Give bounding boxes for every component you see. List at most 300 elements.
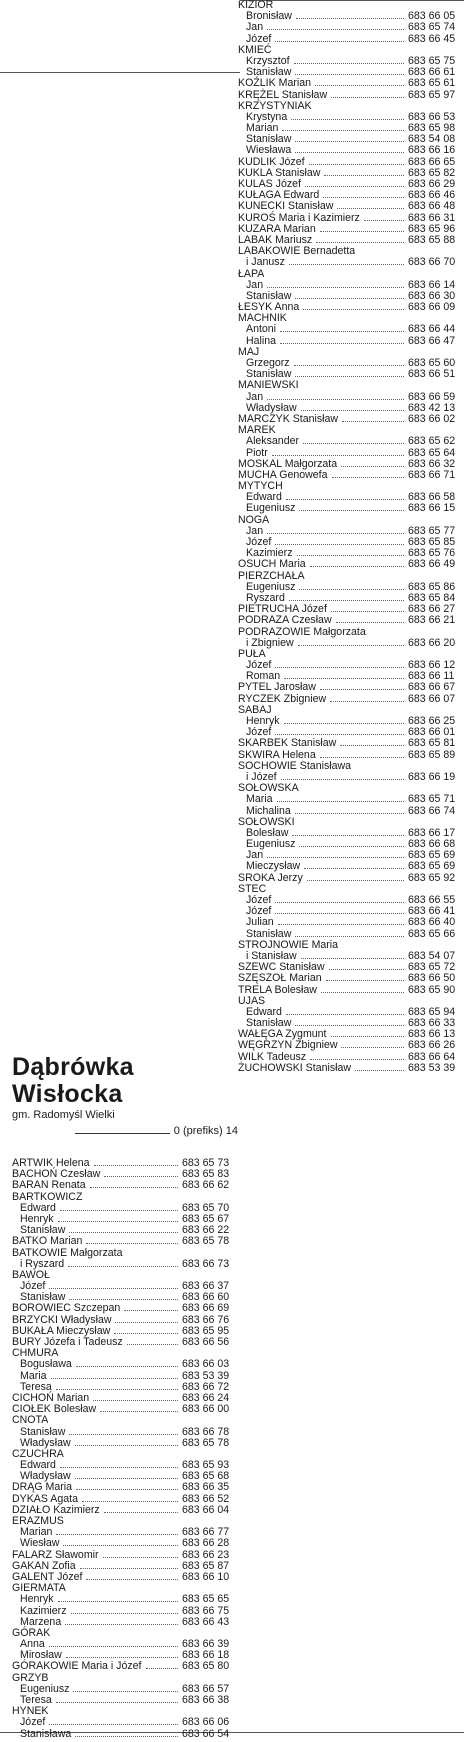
subscriber-name: PODRAZA Czesław	[238, 614, 332, 627]
section-prefix	[12, 1125, 238, 1138]
subscriber-name: MUCHA Genowefa	[238, 468, 328, 481]
section-header	[12, 1054, 238, 1138]
dot-leader	[301, 958, 404, 959]
subscriber-name: SKWIRA Helena	[238, 748, 316, 761]
surname: PODRAZOWIE Małgorzata	[238, 625, 366, 638]
subscriber-name: LABAK Mariusz	[238, 233, 313, 246]
phone-number: 683 66 25	[408, 715, 456, 727]
phone-number: 683 65 73	[182, 1157, 230, 1169]
dot-leader	[86, 1243, 178, 1244]
subscriber-name: Bronisław	[246, 10, 292, 23]
dot-leader	[69, 1232, 178, 1233]
dot-leader	[76, 1366, 178, 1367]
dot-leader	[286, 499, 404, 500]
phone-number: 683 65 69	[408, 849, 456, 862]
dot-leader	[267, 857, 404, 858]
subscriber-name: RYCZEK Zbigniew	[238, 692, 327, 705]
top-rule-left	[0, 72, 240, 73]
phone-number: 683 65 76	[408, 547, 456, 560]
phone-number: 683 65 88	[408, 233, 456, 246]
subscriber-name: Grzegorz	[246, 357, 290, 369]
listing-entry	[238, 257, 464, 268]
surname: SOŁOWSKI	[238, 815, 295, 828]
phone-number: 683 66 30	[408, 289, 456, 302]
dot-leader	[114, 1333, 178, 1334]
dot-leader	[301, 410, 404, 411]
surname: SOŁOWSKA	[238, 782, 299, 795]
subscriber-name: FALARZ Sławomir	[12, 1548, 99, 1561]
subscriber-name: Stanisław	[246, 927, 292, 940]
dot-leader	[307, 880, 404, 881]
dot-leader	[65, 1624, 178, 1625]
surname: BARTKOWICZ	[12, 1190, 83, 1203]
subscriber-name: DYKAS Agata	[12, 1492, 78, 1505]
phone-number: 683 65 86	[408, 580, 456, 593]
dot-leader	[124, 1310, 178, 1311]
dot-leader	[60, 1210, 178, 1211]
listing-entry	[238, 503, 464, 514]
dot-leader	[275, 902, 404, 903]
dot-leader	[323, 197, 404, 198]
phone-number: 683 65 94	[408, 1005, 456, 1018]
subscriber-name: Józef	[246, 726, 272, 739]
subscriber-name: WILK Tadeusz	[238, 1050, 307, 1063]
dot-leader	[364, 220, 404, 221]
listing-entry	[238, 738, 464, 749]
listing-entry	[12, 1303, 238, 1314]
phone-number: 683 66 20	[408, 636, 456, 649]
surname: CNOTA	[12, 1414, 49, 1427]
subscriber-name: Józef	[246, 659, 272, 672]
dot-leader	[267, 533, 404, 534]
dot-leader	[275, 913, 404, 914]
subscriber-name: BURY Józefa i Tadeusz	[12, 1336, 123, 1348]
surname: KRZYSTYNIAK	[238, 99, 312, 112]
subscriber-name: BATKO Marian	[12, 1235, 83, 1248]
dot-leader	[299, 589, 404, 590]
listing-entry	[238, 1063, 464, 1074]
subscriber-name: KOŹLIK Marian	[238, 77, 312, 90]
subscriber-name: DRĄG Maria	[12, 1481, 73, 1494]
subscriber-name: Teresa	[20, 1694, 52, 1706]
surname: STROJNOWIE Maria	[238, 938, 339, 951]
dot-leader	[267, 287, 404, 288]
phone-number: 683 66 73	[182, 1257, 230, 1270]
dot-leader	[60, 1467, 178, 1468]
phone-number: 683 65 67	[182, 1212, 230, 1225]
phone-number: 683 66 00	[182, 1403, 230, 1416]
subscriber-name: DZIAŁO Kazimierz	[12, 1503, 100, 1516]
phone-number: 683 66 70	[408, 256, 456, 269]
phone-number: 683 66 01	[408, 726, 456, 739]
phone-number: 683 66 47	[408, 334, 456, 347]
subscriber-name: Stanisław	[246, 1017, 292, 1030]
phone-number: 683 66 10	[182, 1570, 230, 1583]
subscriber-name: Edward	[20, 1459, 56, 1472]
phone-number: 683 65 64	[408, 446, 456, 459]
subscriber-name: Roman	[246, 670, 281, 683]
dot-leader	[278, 924, 404, 925]
right-column	[238, 0, 464, 1074]
dot-leader	[331, 1036, 404, 1037]
dot-leader	[295, 813, 404, 814]
subscriber-name: KRĘŻEL Stanisław	[238, 88, 328, 101]
surname: BAWOŁ	[12, 1268, 50, 1281]
subscriber-name: Stanisław	[246, 368, 292, 381]
phone-number: 683 66 33	[408, 1017, 456, 1030]
dot-leader	[295, 298, 404, 299]
phone-number: 683 66 18	[182, 1649, 230, 1662]
phone-number: 683 66 09	[408, 301, 456, 314]
subscriber-name: Kazimierz	[246, 547, 293, 560]
subscriber-name: Jan	[246, 524, 264, 537]
subscriber-name: Anna	[20, 1638, 45, 1651]
listing-entry	[238, 78, 464, 89]
phone-number: 683 66 21	[408, 614, 456, 627]
phone-number: 683 66 43	[182, 1615, 230, 1628]
phone-number: 683 65 96	[408, 222, 456, 235]
phone-number: 683 66 59	[408, 390, 456, 403]
surname: ŁAPA	[238, 267, 265, 280]
listing-entry	[238, 638, 464, 649]
listing-entry	[238, 145, 464, 156]
dot-leader	[100, 1411, 178, 1412]
section-title-line1: Dąbrówka	[12, 1053, 134, 1081]
dot-leader	[295, 152, 404, 153]
listing-entry	[238, 324, 464, 335]
phone-number: 683 66 58	[408, 491, 456, 504]
subscriber-name: Eugeniusz	[246, 580, 296, 593]
phone-number: 683 66 50	[408, 972, 456, 985]
phone-number: 683 65 62	[408, 435, 456, 448]
dot-leader	[82, 1501, 178, 1502]
phone-number: 683 65 92	[408, 871, 456, 884]
subscriber-name: Aleksander	[246, 435, 299, 448]
subscriber-name: WAŁĘGA Zygmunt	[238, 1028, 327, 1041]
phone-number: 683 66 06	[182, 1716, 230, 1729]
dot-leader	[289, 264, 404, 265]
subscriber-name: Edward	[246, 491, 282, 504]
surname: SOCHOWIE Stanisława	[238, 759, 352, 772]
listing-entry	[12, 1538, 238, 1549]
subscriber-name: Władysław	[246, 401, 297, 414]
subscriber-name: Krzysztof	[246, 54, 290, 67]
subscriber-name: Stanisław	[20, 1425, 66, 1438]
phone-number: 683 66 77	[182, 1526, 230, 1539]
left-listing	[12, 1158, 238, 1740]
dot-leader	[315, 85, 404, 86]
dot-leader	[104, 1512, 178, 1513]
subscriber-name: Mirosław	[20, 1649, 62, 1662]
phone-number: 683 66 22	[182, 1224, 230, 1237]
dot-leader	[68, 1266, 178, 1267]
phone-number: 683 66 69	[182, 1302, 230, 1315]
dot-leader	[51, 1378, 179, 1379]
dot-leader	[326, 980, 404, 981]
listing-entry	[238, 694, 464, 705]
subscriber-name: Henryk	[20, 1593, 54, 1606]
phone-number: 683 66 52	[182, 1492, 230, 1505]
phone-number: 683 66 78	[182, 1425, 230, 1438]
subscriber-name: Mieczysław	[246, 860, 301, 873]
phone-number: 683 66 76	[182, 1313, 230, 1326]
dot-leader	[69, 1299, 178, 1300]
phone-number: 683 65 97	[408, 88, 456, 101]
dot-leader	[295, 376, 404, 377]
dot-leader	[66, 1657, 178, 1658]
surname: CZUCHRA	[12, 1447, 64, 1460]
phone-number: 683 66 60	[182, 1291, 230, 1304]
listing-entry	[12, 1717, 238, 1728]
listing-entry	[238, 448, 464, 459]
surname: GIERMATA	[12, 1582, 66, 1595]
phone-number: 683 66 51	[408, 368, 456, 381]
listing-entry	[238, 682, 464, 693]
surname-heading	[238, 380, 464, 391]
subscriber-name: Piotr	[246, 446, 268, 459]
listing-entry	[238, 22, 464, 33]
subscriber-name: BRZYCKI Władysław	[12, 1313, 112, 1326]
dot-leader	[320, 689, 404, 690]
dot-leader	[93, 1400, 178, 1401]
phone-number: 683 66 39	[182, 1638, 230, 1651]
phone-number: 683 54 08	[408, 133, 456, 146]
subscriber-name: Julian	[246, 916, 274, 929]
phone-number: 683 65 83	[182, 1168, 230, 1181]
phone-number: 683 65 71	[408, 793, 456, 806]
phone-number: 683 66 62	[182, 1179, 230, 1192]
surname-heading	[12, 1415, 238, 1426]
subscriber-name: BUKAŁA Mieczysław	[12, 1324, 111, 1337]
subscriber-name: Krystyna	[246, 110, 288, 123]
subscriber-name: Józef	[246, 32, 272, 45]
phone-number: 683 65 82	[408, 166, 456, 179]
dot-leader	[86, 1579, 178, 1580]
subscriber-name: Bolesław	[246, 826, 289, 839]
dot-leader	[292, 835, 404, 836]
subscriber-name: Wiesława	[246, 144, 292, 157]
dot-leader	[331, 611, 404, 612]
dot-leader	[294, 63, 404, 64]
subscriber-name: Teresa	[20, 1380, 52, 1393]
dot-leader	[337, 208, 404, 209]
surname: BATKOWIE Małgorzata	[12, 1246, 123, 1259]
subscriber-name: SKARBEK Stanisław	[238, 737, 337, 750]
listing-entry	[238, 1040, 464, 1051]
subscriber-name: SZĘSZOŁ Marian	[238, 972, 322, 985]
listing-entry	[12, 1594, 238, 1605]
subscriber-name: Stanisław	[246, 289, 292, 302]
phone-number: 683 66 46	[408, 189, 456, 202]
subscriber-name: Jan	[246, 278, 264, 291]
subscriber-name: i Stanisław	[246, 949, 297, 962]
phone-number: 683 66 07	[408, 692, 456, 705]
phone-number: 683 66 61	[408, 66, 456, 79]
subscriber-name: PYTEL Jarosław	[238, 681, 316, 694]
subscriber-name: KULAS Józef	[238, 178, 302, 190]
subscriber-name: MOSKAL Małgorzata	[238, 457, 338, 470]
subscriber-name: Michalina	[246, 804, 291, 817]
dot-leader	[272, 455, 404, 456]
phone-number: 683 65 74	[408, 21, 456, 34]
dot-leader	[303, 443, 404, 444]
surname: HYNEK	[12, 1705, 49, 1718]
phone-number: 683 65 84	[408, 591, 456, 604]
surname: LABAKOWIE Bernadetta	[238, 245, 356, 258]
subscriber-name: BARAN Renata	[12, 1179, 86, 1192]
subscriber-name: Stanisław	[20, 1291, 66, 1304]
listing-entry	[238, 861, 464, 872]
subscriber-name: Wiesław	[20, 1537, 60, 1550]
surname: MAJ	[238, 345, 260, 358]
phone-number: 683 65 98	[408, 122, 456, 135]
phone-number: 683 65 87	[182, 1559, 230, 1572]
subscriber-name: Henryk	[246, 715, 280, 727]
phone-number: 683 66 67	[408, 681, 456, 694]
phone-number: 683 66 03	[182, 1358, 230, 1371]
phone-number: 683 65 80	[182, 1660, 230, 1673]
dot-leader	[295, 936, 404, 937]
listing-entry	[238, 873, 464, 884]
subscriber-name: OSUCH Maria	[238, 558, 306, 571]
phone-number: 683 65 95	[182, 1324, 230, 1337]
subscriber-name: KUŁAGA Edward	[238, 189, 320, 202]
dot-leader	[49, 1724, 178, 1725]
phone-number: 683 65 65	[182, 1593, 230, 1606]
surname: PIERZCHAŁA	[238, 569, 305, 582]
phone-number: 683 66 65	[408, 155, 456, 168]
subscriber-name: Antoni	[246, 323, 277, 336]
surname: KMIEĆ	[238, 43, 272, 56]
section-title-line2: Wisłocka	[12, 1080, 123, 1108]
surname: UJAS	[238, 994, 266, 1007]
subscriber-name: KUDLIK Józef	[238, 155, 305, 168]
phone-number: 683 66 15	[408, 502, 456, 515]
subscriber-name: Edward	[20, 1201, 56, 1214]
dot-leader	[71, 1613, 178, 1614]
dot-leader	[296, 18, 404, 19]
subscriber-name: GÓRAKOWIE Maria i Józef	[12, 1660, 142, 1673]
phone-number: 683 66 12	[408, 659, 456, 672]
right-listing	[238, 0, 464, 1074]
phone-number: 683 42 13	[408, 401, 456, 414]
subscriber-name: Eugeniusz	[20, 1682, 70, 1695]
phone-number: 683 65 75	[408, 54, 456, 67]
phone-number: 683 66 11	[408, 670, 455, 683]
phone-number: 683 65 68	[182, 1470, 230, 1483]
phone-number: 683 66 02	[408, 412, 456, 425]
phone-number: 683 66 26	[408, 1039, 456, 1052]
subscriber-name: BACHOŃ Czesław	[12, 1168, 101, 1181]
subscriber-name: Stanisława	[20, 1727, 72, 1740]
phone-number: 683 54 07	[408, 949, 456, 962]
listing-entry	[238, 985, 464, 996]
subscriber-name: Marian	[246, 122, 279, 135]
dot-leader	[331, 97, 404, 98]
dot-leader	[341, 1047, 404, 1048]
dot-leader	[291, 119, 404, 120]
dot-leader	[275, 41, 404, 42]
dot-leader	[299, 846, 404, 847]
subscriber-name: i Józef	[246, 770, 277, 783]
dot-leader	[281, 779, 404, 780]
phone-number: 683 66 68	[408, 838, 456, 851]
subscriber-name: Eugeniusz	[246, 502, 296, 515]
subscriber-name: TRELA Bolesław	[238, 983, 317, 996]
subscriber-name: Maria	[246, 793, 273, 806]
dot-leader	[310, 1059, 404, 1060]
listing-entry	[238, 917, 464, 928]
subscriber-name: MARCZYK Stanisław	[238, 412, 339, 425]
subscriber-name: GAKAN Zofia	[12, 1559, 76, 1572]
subscriber-name: Ryszard	[246, 591, 285, 604]
dot-leader	[284, 678, 404, 679]
phone-number: 683 65 90	[408, 983, 456, 996]
subscriber-name: Halina	[246, 334, 277, 347]
listing-entry	[12, 1729, 238, 1740]
subscriber-name: Marzena	[20, 1615, 62, 1628]
subscriber-name: i Janusz	[246, 256, 285, 269]
dot-leader	[103, 1557, 178, 1558]
surname: KIZIOR	[238, 0, 274, 11]
phone-number: 683 66 75	[182, 1604, 230, 1617]
phone-number: 683 66 19	[408, 770, 456, 783]
phone-number: 683 66 72	[182, 1380, 230, 1393]
subscriber-name: Józef	[246, 905, 272, 918]
subscriber-name: PIETRUCHA Józef	[238, 603, 327, 616]
phone-number: 683 65 81	[408, 737, 456, 750]
subscriber-name: BOROWIEC Szczepan	[12, 1302, 121, 1315]
subscriber-name: Stanisław	[246, 133, 292, 146]
phone-number: 683 66 64	[408, 1050, 456, 1063]
surname: MAREK	[238, 424, 276, 437]
surname: PUŁA	[238, 647, 266, 660]
dot-leader	[330, 701, 404, 702]
dot-leader	[56, 1702, 178, 1703]
subscriber-name: KUZARA Marian	[238, 222, 316, 235]
subscriber-name: Józef	[246, 894, 272, 906]
subscriber-name: SROKA Jerzy	[238, 871, 303, 884]
dot-leader	[282, 130, 404, 131]
phone-number: 683 65 60	[408, 357, 456, 369]
phone-number: 683 66 53	[408, 110, 456, 123]
surname: STEC	[238, 882, 267, 895]
dot-leader	[267, 29, 404, 30]
subscriber-name: i Zbigniew	[246, 636, 294, 649]
phone-number: 683 66 29	[408, 178, 456, 190]
subscriber-name: Bogusława	[20, 1358, 72, 1371]
dot-leader	[295, 74, 404, 75]
dot-leader	[58, 1221, 178, 1222]
dot-leader	[80, 1568, 178, 1569]
subscriber-name: Józef	[20, 1716, 46, 1729]
phone-number: 683 53 39	[408, 1061, 456, 1074]
dot-leader	[286, 1014, 404, 1015]
subscriber-name: Eugeniusz	[246, 838, 296, 851]
listing-entry	[238, 201, 464, 212]
dot-leader	[76, 1489, 178, 1490]
subscriber-name: Jan	[246, 849, 264, 862]
phone-number: 683 65 61	[408, 77, 456, 90]
phone-number: 683 66 56	[182, 1336, 230, 1348]
phone-number: 683 65 78	[182, 1436, 230, 1449]
subscriber-name: WĘGRZYN Zbigniew	[238, 1039, 338, 1052]
dot-leader	[289, 600, 404, 601]
left-column	[12, 1054, 238, 1740]
phone-number: 683 66 13	[408, 1028, 456, 1041]
dot-leader	[355, 1070, 404, 1071]
listing-entry	[12, 1180, 238, 1191]
